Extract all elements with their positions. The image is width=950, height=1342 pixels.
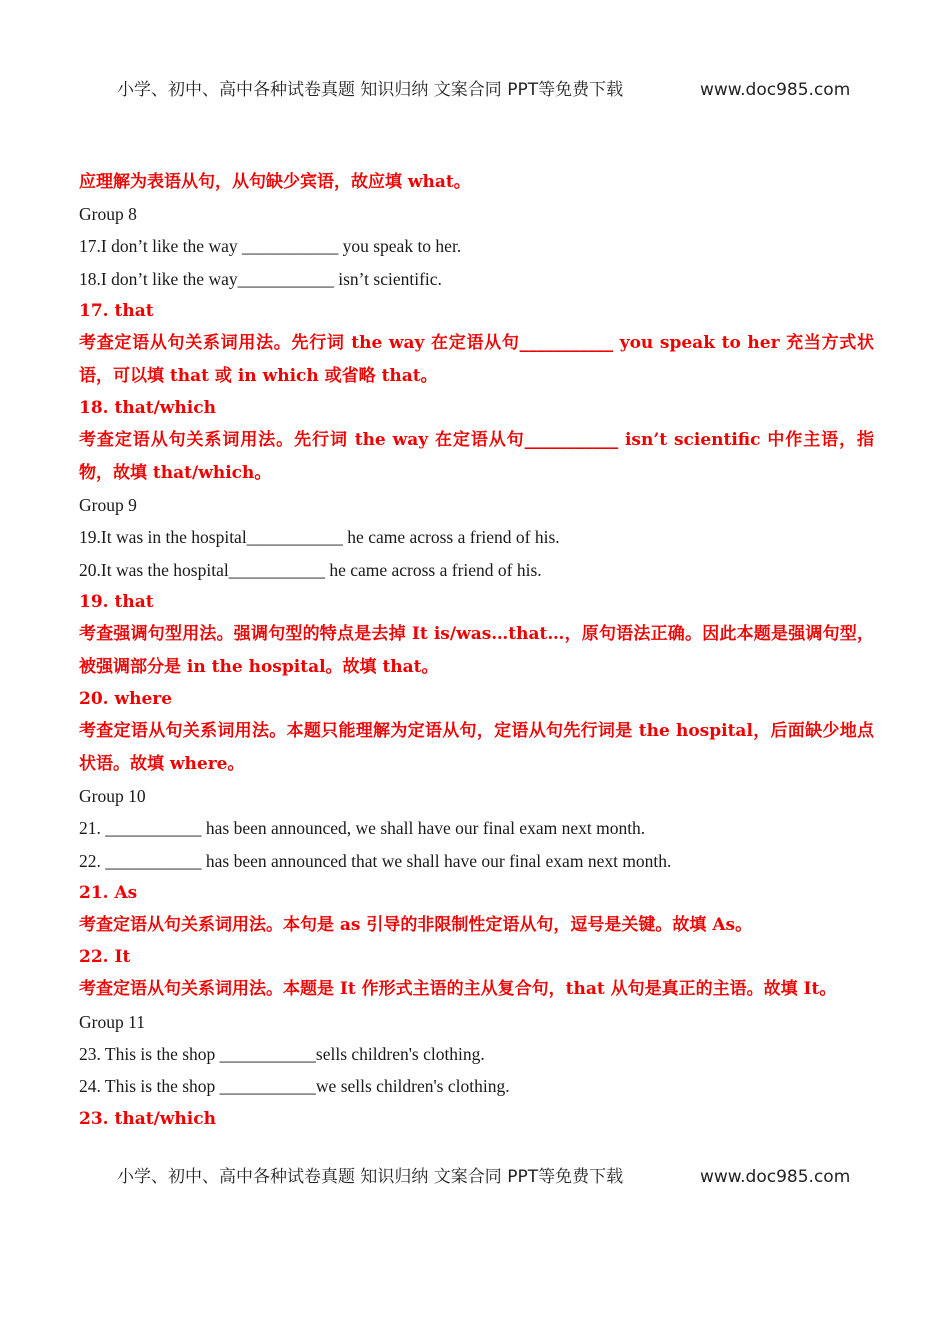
group-heading: Group 9 (79, 495, 137, 516)
question-line: 24. This is the shop ___________we sells children's clothing. (79, 1076, 510, 1097)
question-line: 21. ___________ has been announced, we shall have our final exam next month. (79, 818, 646, 839)
group-heading: Group 11 (79, 1011, 145, 1032)
explanation-paragraph: 考查定语从句关系词用法。本题是 It 作形式主语的主从复合句，that 从句是真正的主语。故填 It。 (79, 979, 837, 1000)
header-text: 小学、初中、高中各种试卷真题 知识归纳 文案合同 PPT等免费下载 (117, 80, 624, 100)
answer-line: 22. It (79, 947, 131, 968)
question-line: 20.It was the hospital___________ he came across a friend of his. (79, 559, 542, 580)
explanation-paragraph: 考查定语从句关系词用法。先行词 the way 在定语从句___________ isn’t scientific 中作主语，指物，故填 that/which。 (79, 430, 874, 483)
answer-line: 应理解为表语从句，从句缺少宾语，故应填 what。 (79, 172, 471, 192)
answer-line: 20. where (79, 689, 173, 710)
group-heading: Group 8 (79, 204, 137, 225)
explanation-paragraph: 考查强调句型用法。强调句型的特点是去掉 It is/was…that…，原句语法正确。因此本题是强调句型，被强调部分是 in the hospital。故填 that。 (79, 624, 874, 677)
footer-text: 小学、初中、高中各种试卷真题 知识归纳 文案合同 PPT等免费下载 (117, 1167, 624, 1187)
question-line: 19.It was in the hospital___________ he came across a friend of his. (79, 527, 560, 548)
question-line: 23. This is the shop ___________sells children's clothing. (79, 1044, 485, 1065)
document-body (79, 166, 874, 1135)
question-line: 18.I don’t like the way___________ isn’t scientific. (79, 268, 442, 289)
group-heading: Group 10 (79, 786, 146, 807)
answer-line: 23. that/which (79, 1108, 216, 1129)
page-footer (117, 1166, 857, 1188)
answer-line: 18. that/which (79, 398, 216, 419)
explanation-paragraph: 考查定语从句关系词用法。先行词 the way 在定语从句___________ you speak to her 充当方式状语，可以填 that 或 in which 或省略 that。 (79, 333, 874, 386)
answer-line: 19. that (79, 591, 154, 612)
answer-line: 21. As (79, 882, 138, 903)
page-header (117, 79, 857, 101)
question-line: 17.I don’t like the way ___________ you speak to her. (79, 236, 462, 257)
explanation-line: 考查定语从句关系词用法。本句是 as 引导的非限制性定语从句，逗号是关键。故填 As。 (79, 915, 753, 936)
footer-site: www.doc985.com (700, 1167, 851, 1187)
explanation-paragraph: 考查定语从句关系词用法。本题只能理解为定语从句，定语从句先行词是 the hospital，后面缺少地点状语。故填 where。 (79, 721, 874, 774)
question-line: 22. ___________ has been announced that we shall have our final exam next month. (79, 850, 672, 871)
answer-line: 17. that (79, 300, 154, 321)
header-site: www.doc985.com (700, 80, 851, 100)
